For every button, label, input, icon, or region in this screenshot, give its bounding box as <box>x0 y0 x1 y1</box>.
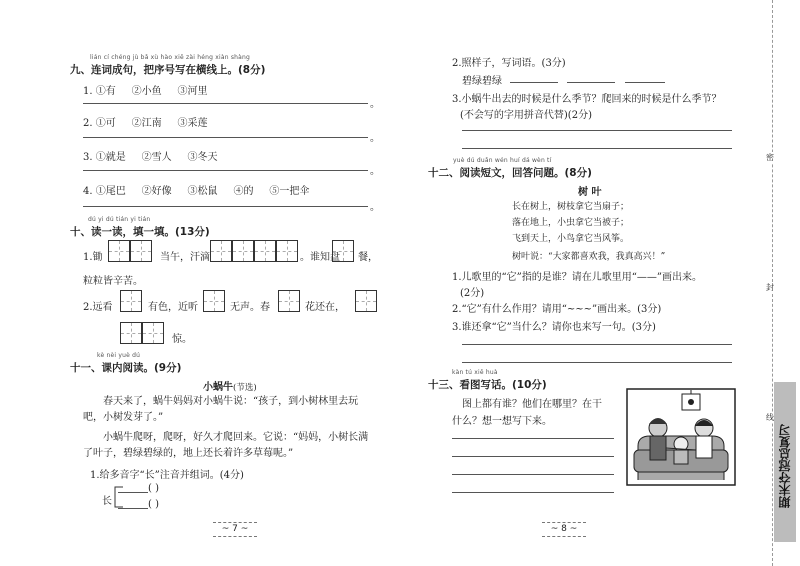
s10-l1d: 餐， <box>358 252 378 263</box>
answer-line[interactable] <box>83 170 368 171</box>
s12-q1a: 1.儿歌里的“它”指的是谁？请在儿歌里用“——”画出来。 <box>452 272 702 283</box>
fill-boxes[interactable] <box>210 240 298 266</box>
example-word: 碧绿碧绿 <box>462 76 502 87</box>
period: 。 <box>370 133 380 144</box>
answer-line[interactable] <box>510 82 558 83</box>
s10-l1b: 当午，汗滴 <box>160 252 210 263</box>
s13-q2: 什么？想一想写下来。 <box>452 416 552 427</box>
s11-title: 十一、课内阅读。(9分) <box>70 362 182 374</box>
answer-line[interactable] <box>452 438 614 439</box>
family-illustration <box>626 388 736 486</box>
s10-l3b: 有色，近听 <box>148 302 198 313</box>
answer-line[interactable] <box>462 344 732 345</box>
s9-row3: 3. ①就是 ②雪人 ③冬天 <box>83 152 218 163</box>
r-q3b: (不会写的字用拼音代替)(2分) <box>460 110 592 121</box>
s13-title: 十三、看图写话。(10分) <box>428 379 547 391</box>
poem-line: 落在地上，小虫拿它当被子； <box>512 218 630 228</box>
seal-char-feng: 封 <box>766 283 774 292</box>
period: 。 <box>370 99 380 110</box>
s10-l3d: 花还在， <box>305 302 345 313</box>
s10-l3a: 2.远看 <box>83 302 113 313</box>
s10-l1c: 。谁知盘 <box>300 252 340 263</box>
answer-line[interactable] <box>462 148 732 149</box>
answer-line[interactable] <box>462 130 732 131</box>
poem-line: 树叶说：“大家都喜欢我，我真高兴！” <box>512 252 666 262</box>
s9-row2: 2. ①可 ②江南 ③采莲 <box>83 118 208 129</box>
brand-label: 期末夺冠总复习 <box>778 424 792 508</box>
seal-char-mi: 密 <box>766 153 774 162</box>
answer-line[interactable] <box>625 82 665 83</box>
s10-l4: 惊。 <box>172 334 192 345</box>
passage-p1: 春天来了，蜗牛妈妈对小蜗牛说：“孩子，到小树林里去玩吧，小树发芽了。” <box>83 396 359 423</box>
passage-title: 小蜗牛(节选) <box>203 382 257 393</box>
seal-char-xian: 线 <box>766 413 774 422</box>
fill-boxes[interactable] <box>120 290 142 316</box>
s9-row4: 4. ①尾巴 ②好像 ③松鼠 ④的 ⑤一把伞 <box>83 186 310 197</box>
s12-q1b: (2分) <box>460 288 485 299</box>
answer-line[interactable] <box>83 103 368 104</box>
answer-line[interactable] <box>452 456 614 457</box>
poem-line: 长在树上，树枝拿它当扇子； <box>512 202 630 212</box>
answer-line[interactable] <box>462 362 732 363</box>
answer-line[interactable] <box>567 82 615 83</box>
s9-title: 九、连词成句，把序号写在横线上。(8分) <box>70 64 266 76</box>
s13-pinyin: kàn tú xiě huà <box>452 369 498 376</box>
brace <box>112 484 124 510</box>
passage-p2: 小蜗牛爬呀，爬呀，好久才爬回来。它说：“妈妈，小树长满了叶子，碧绿碧绿的，地上还长着许多草莓呢。” <box>83 432 369 459</box>
r-q2: 2.照样子，写词语。(3分) <box>452 58 566 69</box>
s10-l2: 粒粒皆辛苦。 <box>83 276 143 287</box>
s10-pinyin: dú yi dú tián yi tián <box>88 216 151 223</box>
page-number: ~ 8 ~ <box>542 522 586 537</box>
answer-line[interactable] <box>118 508 148 509</box>
s9-pinyin: lián cí chéng jù bǎ xù hào xiě zài héng xiàn shàng <box>90 54 251 61</box>
s9-row1: 1. ①有 ②小鱼 ③河里 <box>83 86 208 97</box>
s13-q1: 图上都有谁？他们在哪里？在干 <box>462 399 602 410</box>
paren-answer[interactable]: ( ) <box>148 483 159 494</box>
s12-pinyin: yuè dú duǎn wén huí dá wèn tí <box>453 157 552 164</box>
r-q3a: 3.小蜗牛出去的时候是什么季节？爬回来的时候是什么季节？ <box>452 94 722 105</box>
answer-line[interactable] <box>452 492 614 493</box>
s12-q3: 3.谁还拿“它”当什么？请你也来写一句。(3分) <box>452 322 656 333</box>
paren-answer[interactable]: ( ) <box>148 499 159 510</box>
poem-title: 树 叶 <box>578 187 602 198</box>
fill-boxes[interactable] <box>278 290 300 316</box>
polyphone-char: 长 <box>102 496 112 507</box>
s11-q1: 1.给多音字“长”注音并组词。(4分) <box>90 470 244 481</box>
binding-sidebar <box>760 0 800 566</box>
s10-title: 十、读一读，填一填。(13分) <box>70 226 210 238</box>
period: 。 <box>370 166 380 177</box>
answer-line[interactable] <box>83 206 368 207</box>
s10-l1a: 1.锄 <box>83 252 103 263</box>
fill-boxes[interactable] <box>120 322 164 348</box>
s12-q2: 2.“它”有什么作用？请用“~~~”画出来。(3分) <box>452 304 662 315</box>
fill-boxes[interactable] <box>108 240 152 266</box>
period: 。 <box>370 202 380 213</box>
s12-title: 十二、阅读短文，回答问题。(8分) <box>428 167 592 179</box>
page-number: ~ 7 ~ <box>213 522 257 537</box>
fill-boxes[interactable] <box>203 290 225 316</box>
fill-boxes[interactable] <box>355 290 377 316</box>
fill-boxes[interactable] <box>332 240 354 266</box>
poem-line: 飞到天上，小鸟拿它当风筝。 <box>512 234 630 244</box>
answer-line[interactable] <box>452 474 614 475</box>
answer-line[interactable] <box>118 492 148 493</box>
s10-l3c: 无声。春 <box>230 302 270 313</box>
answer-line[interactable] <box>83 137 368 138</box>
s11-pinyin: kè nèi yuè dú <box>97 352 141 359</box>
